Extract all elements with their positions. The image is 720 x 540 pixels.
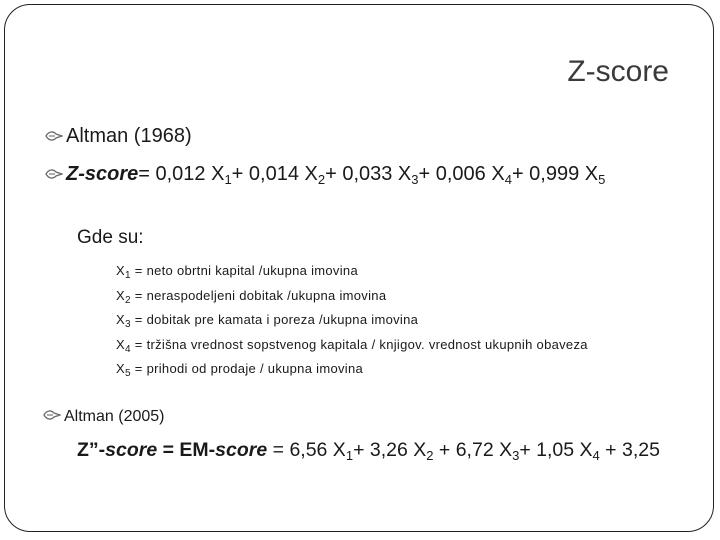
formula-z-score [45, 163, 605, 186]
definition-item: $X_2$ = neraspodeljeni dobitak /ukupna imovina [116, 287, 387, 306]
formula-term: + 0,014 $X_2$ [231, 163, 326, 187]
formula-tail: + 3,25 [599, 439, 660, 461]
formula-term: + 6,72 $X_3$ [433, 439, 520, 463]
formula-term: + 0,999 $X_5$ [511, 163, 606, 187]
formula-term: + 0,006 $X_4$ [418, 163, 512, 187]
formula-term: + 0,033 $X_3$ [325, 163, 419, 187]
slide-frame [4, 4, 714, 532]
bullet-icon [45, 167, 63, 181]
z2-label: Z”- [77, 439, 106, 461]
score-label: score [215, 439, 268, 461]
bullet-label: Altman (1968) [66, 125, 192, 147]
z-score-label: Z-score [66, 163, 139, 185]
slide-title: Z-score [567, 55, 669, 88]
bullet-icon [43, 408, 61, 422]
formula-term: + 3,26 $X_2$ [353, 439, 434, 463]
formula-term: = 6,56 $X_1$ [267, 439, 354, 463]
definition-item: $X_4$ = tržišna vrednost sopstvenog kapitala / knjigov. vrednost ukupnih obaveza [116, 336, 588, 355]
em-label: = EM- [157, 439, 216, 461]
definition-item: $X_3$ = dobitak pre kamata i poreza /ukupna imovina [116, 312, 419, 330]
bullet-label: Altman (2005) [64, 408, 165, 425]
score-label: score [105, 439, 158, 461]
formula-term: = 0,012 $X_1$ [138, 163, 232, 187]
bullet-altman-2005 [43, 407, 165, 426]
definitions-heading: Gde su: [77, 227, 144, 248]
definitions-list [116, 259, 588, 382]
formula-em-score [77, 439, 660, 462]
definition-item: $X_5$ = prihodi od prodaje / ukupna imovina [116, 361, 364, 379]
bullet-icon [45, 129, 63, 143]
formula-term: + 1,05 $X_4$ [519, 439, 600, 463]
definition-item: $X_1$ = neto obrtni kapital /ukupna imovina [116, 263, 358, 281]
bullet-altman-1968 [45, 125, 192, 148]
